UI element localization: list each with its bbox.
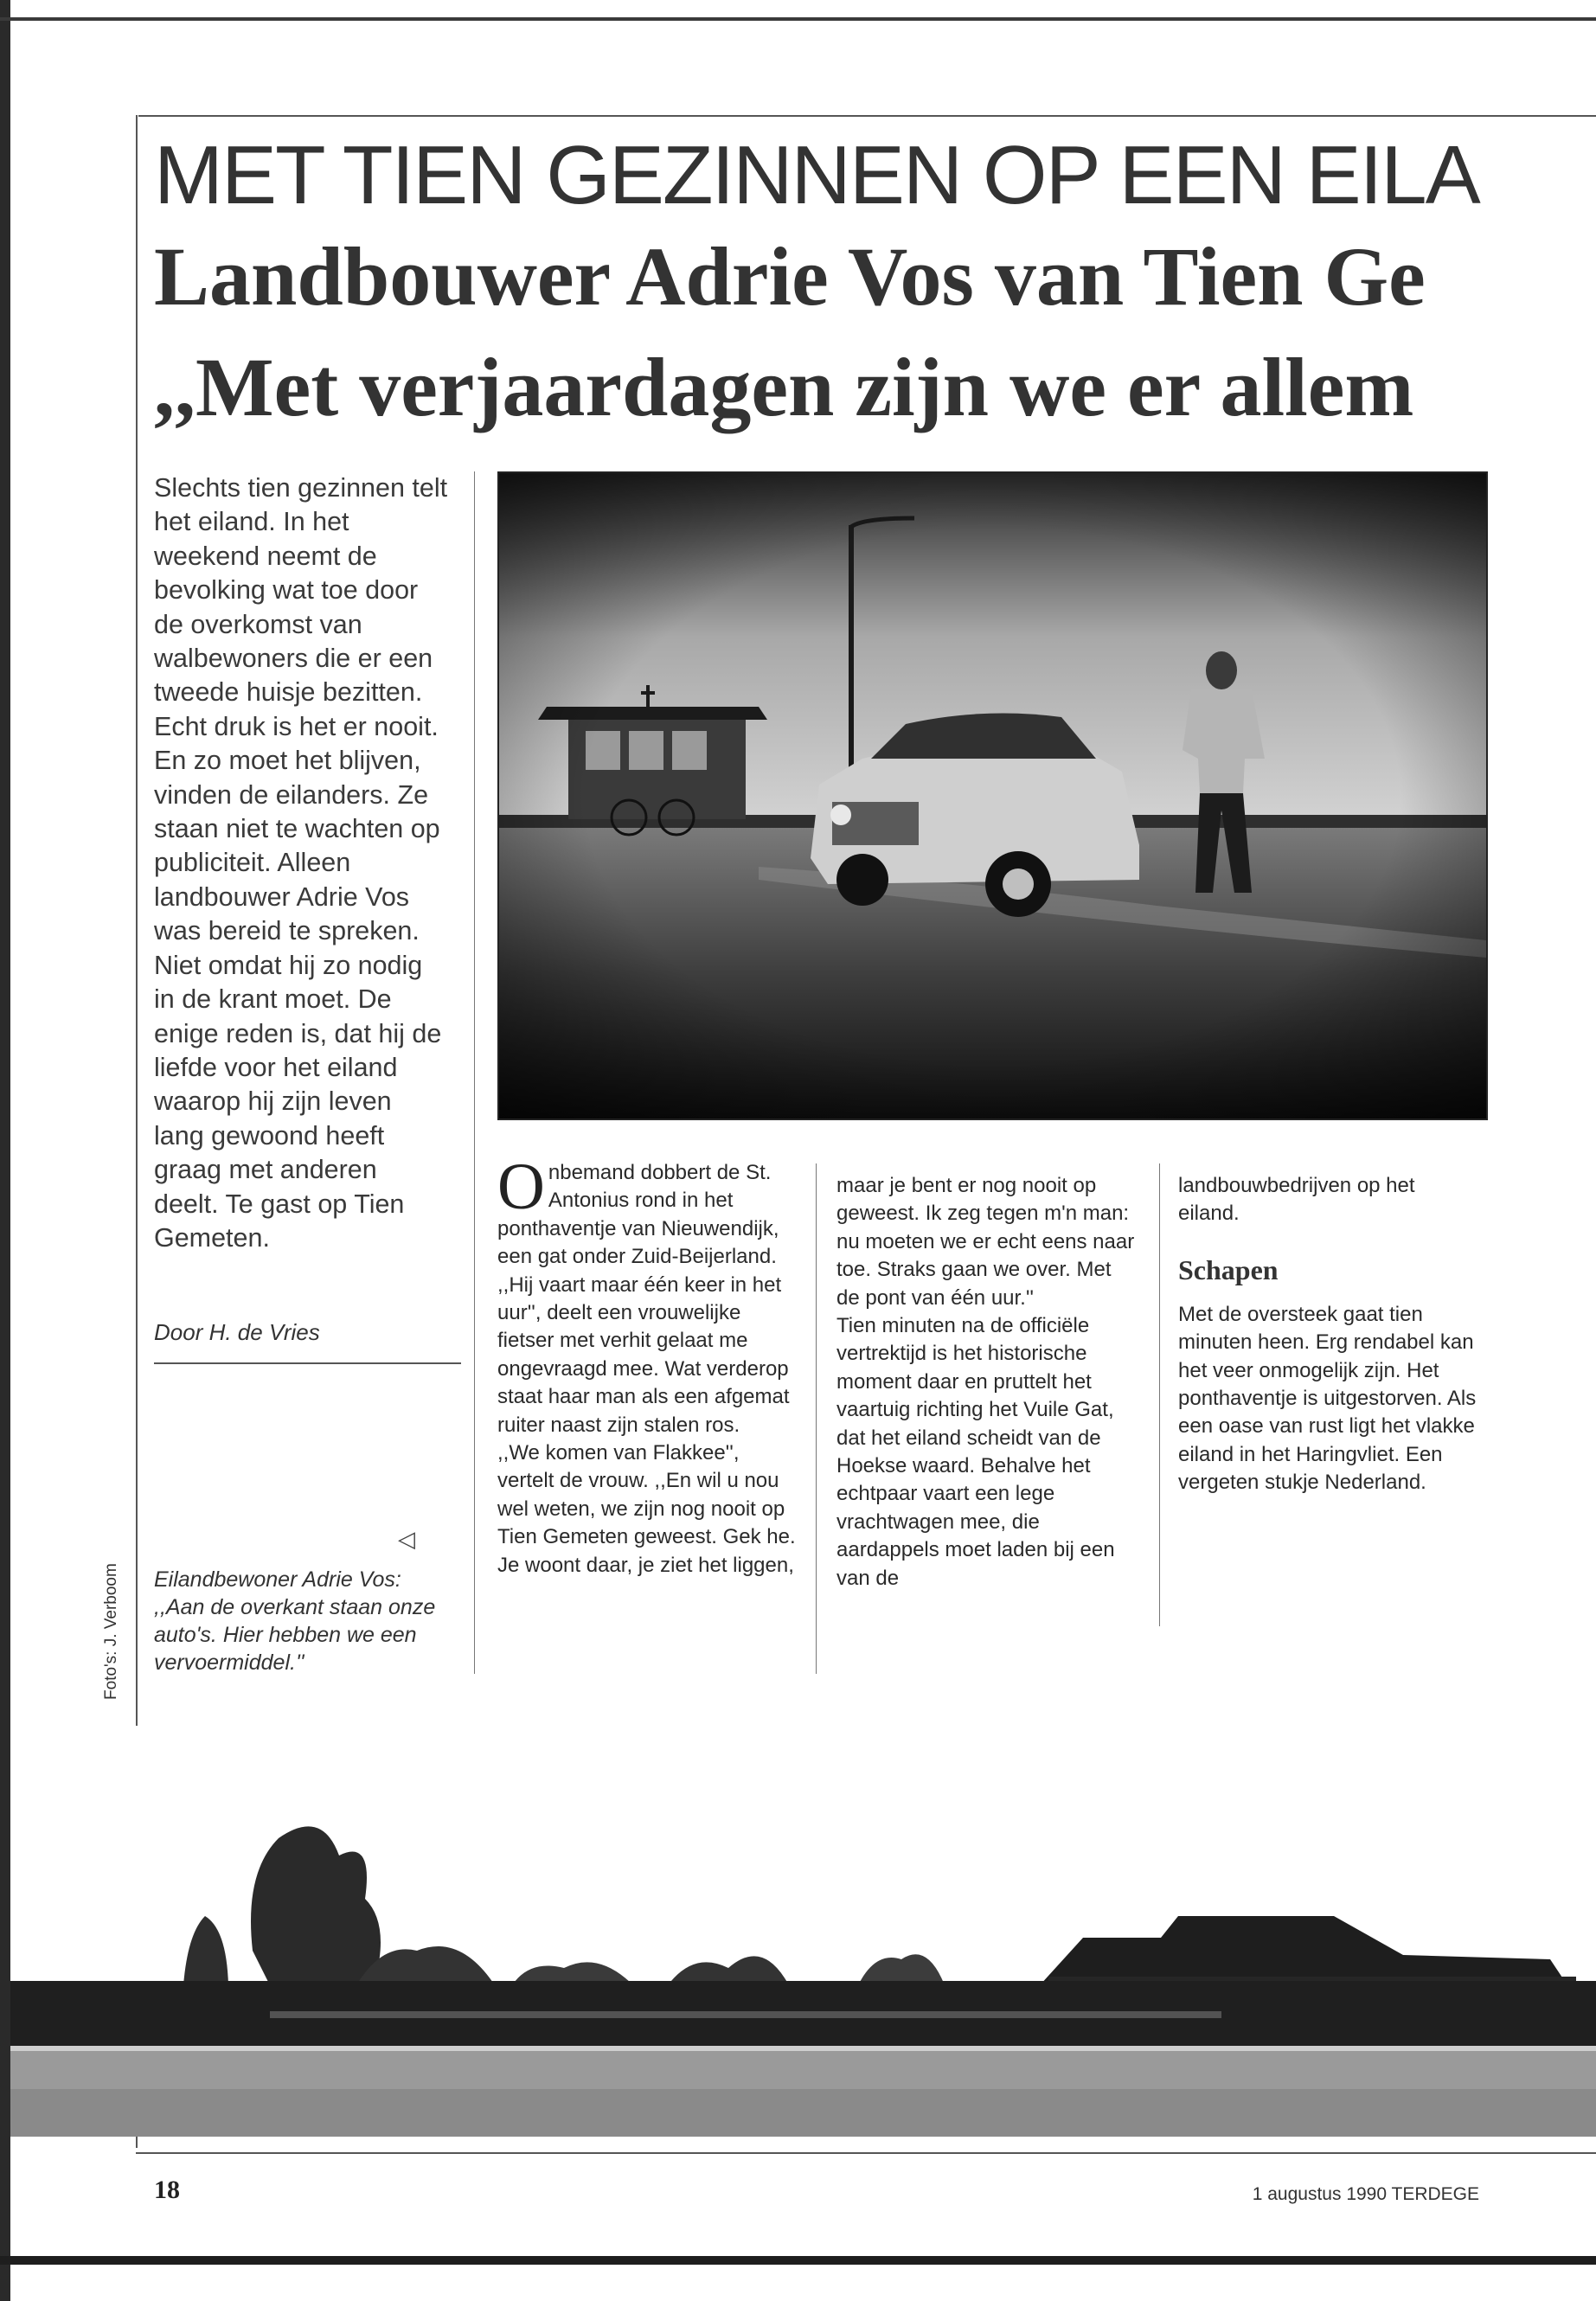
article-paragraph: landbouwbedrijven op het eiland. (1178, 1174, 1415, 1226)
caption-line-1: Eilandbewoner Adrie Vos: (154, 1567, 401, 1592)
article-column-2 (836, 1172, 1135, 1593)
article-paragraph: ,,We komen van Flakkee'', vertelt de vrouw. ,,En wil u nou wel weten, we zijn nog nooit op Tien Gemeten geweest. Gek he. Je woont daar, je ziet het liggen, (497, 1441, 796, 1577)
column-divider (474, 471, 475, 1674)
page-frame-top (0, 17, 1596, 21)
issue-date: 1 augustus 1990 TERDEGE (1252, 2184, 1479, 2204)
article-paragraph: maar je bent er nog nooit op geweest. Ik zeg tegen m'n man: nu moeten we er echt eens naar toe. Straks gaan we over. Met de pont van één uur.'' (836, 1174, 1135, 1310)
photo-credit (102, 1509, 128, 1700)
dropcap: O (497, 1150, 545, 1223)
header-rule (138, 115, 1596, 117)
footer-rule (136, 2152, 1596, 2154)
byline: Door H. de Vries (154, 1319, 320, 1345)
column-divider (1159, 1163, 1160, 1626)
photo-man-beside-car (497, 471, 1488, 1120)
subheading: Schapen (1178, 1253, 1279, 1285)
intro-paragraph: Slechts tien gezinnen telt het eiland. In het weekend neemt de bevolking wat toe door de overkomst van walbewoners die er een tweede huisje bezitten. Echt druk is het er nooit. En zo moet het blijven, vinden de eilanders. Ze staan niet te wachten op publiciteit. Alleen landbouwer Adrie Vos was bereid te spreken. Niet omdat hij zo nodig in de krant moet. De enige reden is, dat hij de liefde voor het eiland waarop hij zijn leven lang gewoond heeft graag met anderen deelt. Te gast op Tien Gemeten. (154, 473, 448, 1253)
byline-rule (154, 1362, 461, 1364)
photo-caption (154, 1566, 448, 1676)
headline-line-1: Landbouwer Adrie Vos van Tien Ge (154, 230, 1426, 323)
article-paragraph: Tien minuten na de officiële vertrektijd is het historische moment daar en pruttelt het vaartuig richting het Vuile Gat, dat het eiland scheidt van de Hoekse waard. Behalve het echtpaar vaart een lege vrachtwagen mee, die aardappels moet laden bij een van de (836, 1314, 1115, 1590)
caption-line-2: ,,Aan de overkant staan onze auto's. Hier hebben we een vervoermiddel.'' (154, 1595, 436, 1675)
headline-line-2: ,,Met verjaardagen zijn we er allem (154, 341, 1414, 433)
article-column-1 (497, 1150, 796, 1580)
photo-credit-text: Foto's: J. Verboom (102, 1563, 120, 1700)
page-frame-left (0, 0, 10, 2301)
article-paragraph: nbemand dobbert de St. Antonius rond in het ponthaventje van Nieuwendijk, een gat onder Zuid-Beijerland. ,,Hij vaart maar één keer in het uur'', deelt een vrouwelijke fietser met verhit gelaat me ongevraagd mee. Wat verderop staat haar man als een afgemat ruiter naast zijn stalen ros. (497, 1161, 790, 1437)
photo-island-landscape (10, 1726, 1596, 2137)
article-column-3 (1178, 1172, 1477, 1497)
article-paragraph: Met de oversteek gaat tien minuten heen. Erg rendabel kan het veer onmogelijk zijn. Het ponthaventje is uitgestorven. Als een oase van rust ligt het vlakke eiland in het Haringvliet. Een vergeten stukje Nederland. (1178, 1302, 1477, 1495)
column-divider (816, 1163, 817, 1674)
caption-arrow-icon: ◁ (398, 1527, 415, 1553)
page-frame-bottom (0, 2256, 1596, 2265)
page-number: 18 (154, 2176, 180, 2204)
photo-landscape-scene (10, 1726, 1596, 2137)
photo-car-scene (499, 473, 1486, 1118)
kicker-headline: MET TIEN GEZINNEN OP EEN EILA (154, 129, 1479, 221)
